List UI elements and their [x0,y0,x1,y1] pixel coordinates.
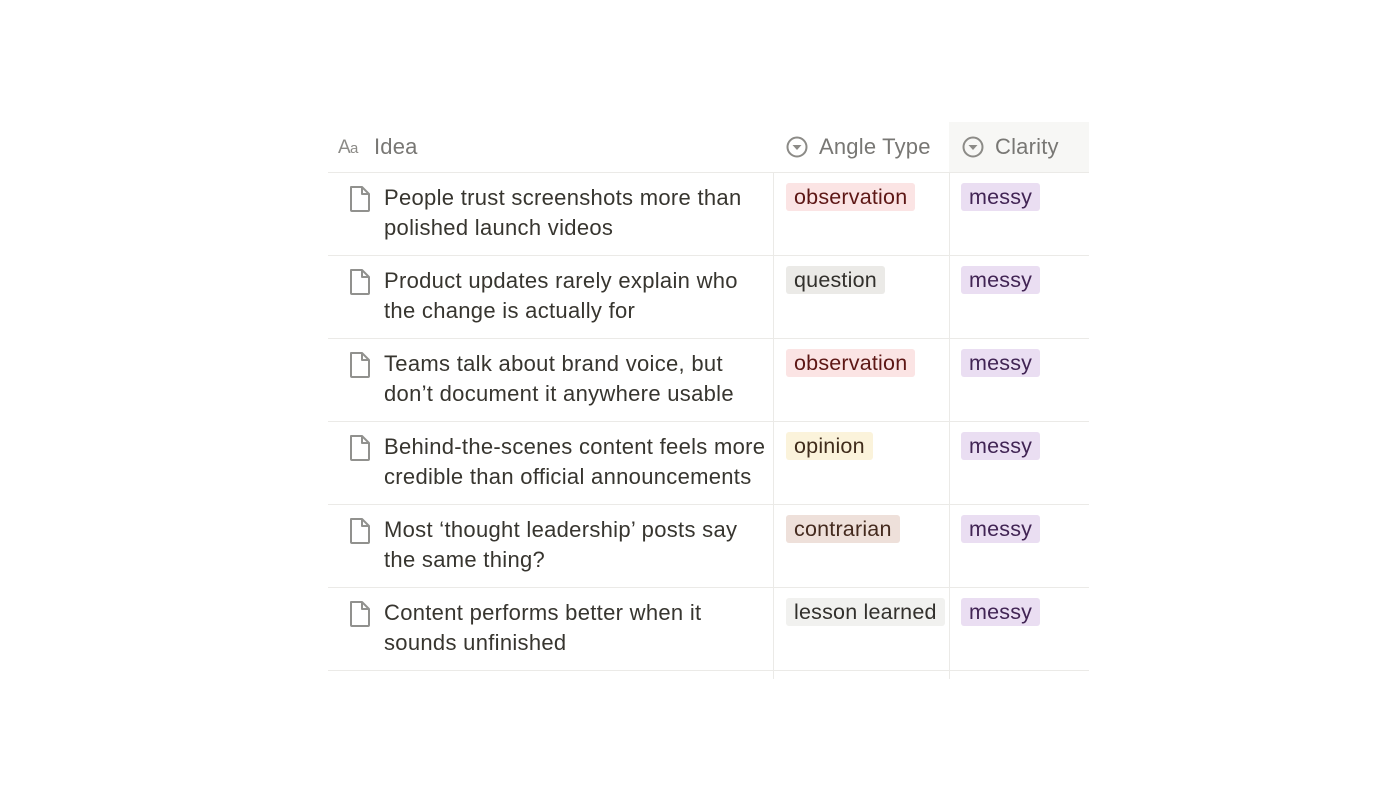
idea-cell[interactable] [328,505,773,587]
table-header [328,122,1089,173]
angle-type-cell[interactable] [773,339,949,421]
svg-text:A: A [338,137,351,157]
idea-cell[interactable] [328,256,773,338]
angle-type-tag: contrarian [786,515,900,543]
idea-cell[interactable] [328,339,773,421]
database-table [328,122,1089,679]
page-document-icon [348,517,374,550]
column-header-clarity-label: Clarity [995,134,1059,159]
angle-type-tag: question [786,266,885,294]
table-footer-gap [328,671,1089,679]
clarity-cell[interactable] [949,173,1089,255]
idea-text: Most ‘thought leadership’ posts say the same thing? [384,517,738,572]
page-document-icon [348,185,374,218]
idea-text: Teams talk about brand voice, but don’t document it anywhere usable [384,351,734,406]
angle-type-cell[interactable] [773,422,949,504]
angle-type-tag: lesson learned [786,598,945,626]
angle-type-tag: opinion [786,432,873,460]
idea-text: People trust screenshots more than polished launch videos [384,185,742,240]
clarity-cell[interactable] [949,256,1089,338]
clarity-cell[interactable] [949,588,1089,670]
table-row[interactable] [328,173,1089,256]
table-row[interactable] [328,339,1089,422]
column-header-idea-label: Idea [374,134,418,159]
clarity-cell[interactable] [949,505,1089,587]
clarity-cell[interactable] [949,339,1089,421]
clarity-cell[interactable] [949,422,1089,504]
angle-type-tag: observation [786,183,915,211]
clarity-tag: messy [961,183,1040,211]
select-property-icon [785,136,809,158]
idea-text: Content performs better when it sounds unfinished [384,600,702,655]
column-header-angle-type-label: Angle Type [819,134,931,159]
clarity-tag: messy [961,515,1040,543]
clarity-tag: messy [961,266,1040,294]
idea-cell[interactable] [328,588,773,670]
page-document-icon [348,434,374,467]
idea-cell[interactable] [328,422,773,504]
table-body [328,173,1089,671]
column-divider [949,671,950,679]
angle-type-cell[interactable] [773,505,949,587]
table-row[interactable] [328,256,1089,339]
page-document-icon [348,351,374,384]
table-row[interactable] [328,588,1089,671]
column-header-clarity[interactable] [949,122,1089,172]
idea-text: Product updates rarely explain who the change is actually for [384,268,738,323]
page-document-icon [348,268,374,301]
clarity-tag: messy [961,349,1040,377]
angle-type-tag: observation [786,349,915,377]
table-row[interactable] [328,505,1089,588]
column-header-angle-type[interactable] [773,122,949,172]
idea-text: Behind-the-scenes content feels more credible than official announcements [384,434,766,489]
idea-cell[interactable] [328,173,773,255]
page-document-icon [348,600,374,633]
select-property-icon [961,136,985,158]
column-header-idea[interactable] [328,122,773,172]
column-divider [773,671,774,679]
text-property-icon [338,137,364,157]
clarity-tag: messy [961,432,1040,460]
svg-text:a: a [350,140,359,157]
angle-type-cell[interactable] [773,588,949,670]
angle-type-cell[interactable] [773,173,949,255]
clarity-tag: messy [961,598,1040,626]
angle-type-cell[interactable] [773,256,949,338]
table-row[interactable] [328,422,1089,505]
